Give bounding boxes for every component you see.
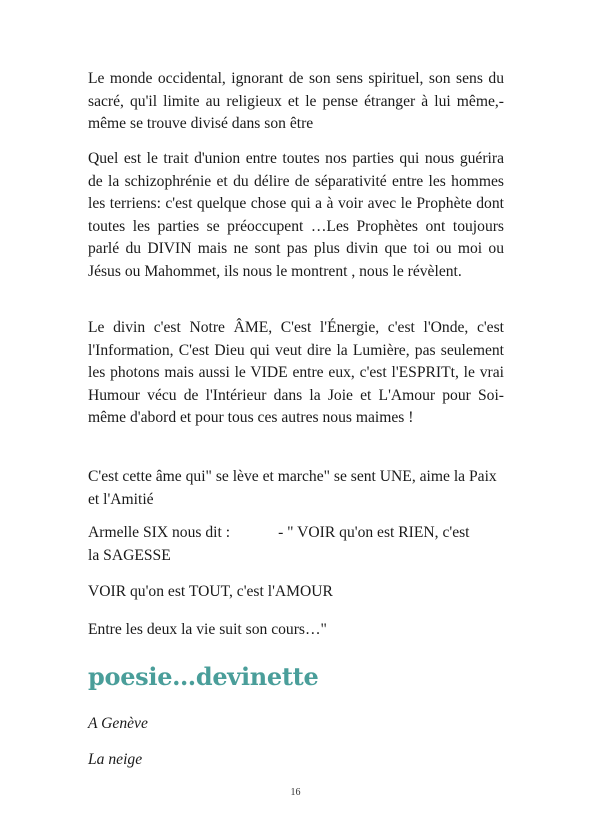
quote-block (88, 522, 504, 567)
paragraph-4: C'est cette âme qui" se lève et marche" se sent UNE, aime la Paix et l'Amitié (88, 468, 497, 508)
page-number: 16 (290, 787, 301, 798)
paragraph-2: Quel est le trait d'union entre toutes nos parties qui nous guérira de la schizophrénie et du délire de séparativité entre les hommes les terriens: c'est quelque chose qui a à voir avec le Prophète dont toutes les parties se préoccupent …Les Prophètes ont toujours parlé du DIVIN mais ne sont pas plus divin que toi ou moi ou Jésus ou Mahommet, ils nous le montrent , nous le révèlent. (88, 150, 504, 280)
quote-line-1: - " VOIR qu'on est RIEN, c'est (278, 524, 470, 541)
paragraph-3: Le divin c'est Notre ÂME, C'est l'Énergie, c'est l'Onde, c'est l'Information, C'est Dieu qui veut dire la Lumière, pas seulement les photons mais aussi le VIDE entre eux, c'est l'ESPRITt, le vrai Humour vécu de l'Intérieur dans la Joie et L'Amour pour Soi-même d'abord et pour tous ces autres nous maimes ! (88, 319, 504, 426)
quote-line-3: Entre les deux la vie suit son cours…" (88, 621, 327, 638)
quote-line-2: VOIR qu'on est TOUT, c'est l'AMOUR (88, 583, 333, 600)
paragraph-1: Le monde occidental, ignorant de son sens spirituel, son sens du sacré, qu'il limite au religieux et le pense étranger à lui même,-même se trouve divisé dans son être (88, 70, 504, 132)
quote-intro: Armelle SIX nous dit : (88, 524, 231, 541)
poem-line-2: La neige (88, 751, 143, 768)
poem-line-1: A Genève (88, 715, 148, 732)
quote-line-1b: la SAGESSE (88, 546, 171, 564)
section-heading: poesie…devinette (88, 662, 319, 691)
